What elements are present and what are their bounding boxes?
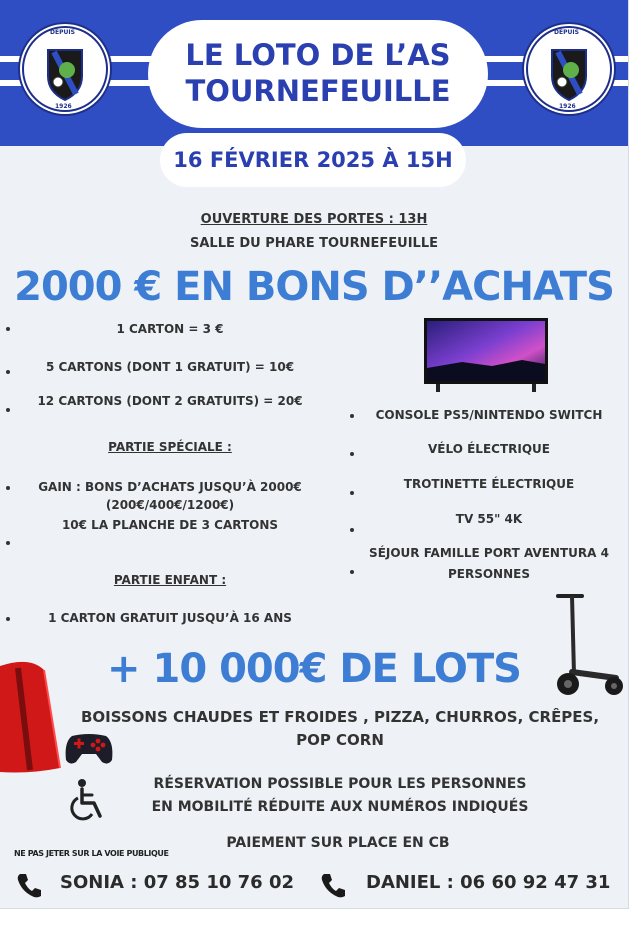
prize-console: CONSOLE PS5/NINTENDO SWITCH bbox=[375, 408, 603, 422]
tv-icon bbox=[422, 318, 550, 394]
kids-game-title: PARTIE ENFANT : bbox=[113, 573, 227, 587]
disclaimer: NE PAS JETER SUR LA VOIE PUBLIQUE bbox=[14, 849, 169, 858]
club-crest-icon bbox=[18, 22, 112, 116]
title-pill bbox=[148, 20, 488, 128]
bullet bbox=[350, 528, 354, 532]
crest-year: 1926 bbox=[55, 103, 72, 110]
price-1-carton: 1 CARTON = 3 € bbox=[116, 322, 224, 336]
bullet bbox=[6, 486, 10, 490]
console-icon bbox=[0, 656, 64, 776]
doors-opening: OUVERTURE DES PORTES : 13H bbox=[200, 212, 428, 227]
bullet bbox=[6, 370, 10, 374]
venue: SALLE DU PHARE TOURNEFEUILLE bbox=[189, 236, 438, 251]
bullet bbox=[350, 452, 354, 456]
price-5-cartons: 5 CARTONS (DONT 1 GRATUIT) = 10€ bbox=[45, 360, 295, 374]
title-line-2: TOURNEFEUILLE bbox=[185, 74, 451, 108]
crest-depuis: DEPUIS bbox=[554, 29, 579, 36]
prize-sejour-line-2: PERSONNES bbox=[447, 567, 530, 581]
prize-sejour-line-1: SÉJOUR FAMILLE PORT AVENTURA 4 bbox=[369, 546, 609, 560]
contact-daniel: DANIEL : 06 60 92 47 31 bbox=[366, 872, 611, 893]
bullet bbox=[6, 408, 10, 412]
bullet bbox=[6, 327, 10, 331]
club-crest-icon bbox=[522, 22, 616, 116]
bullet bbox=[350, 570, 354, 574]
crest-depuis: DEPUIS bbox=[50, 29, 75, 36]
title-line-1: LE LOTO DE L’AS bbox=[185, 38, 451, 72]
special-game-title: PARTIE SPÉCIALE : bbox=[108, 440, 232, 454]
bullet bbox=[350, 414, 354, 418]
header-band bbox=[0, 0, 628, 146]
price-12-cartons: 12 CARTONS (DONT 2 GRATUITS) = 20€ bbox=[37, 394, 303, 408]
bullet bbox=[6, 617, 10, 621]
phone-icon bbox=[320, 872, 346, 898]
reservation-line-1: RÉSERVATION POSSIBLE POUR LES PERSONNES bbox=[153, 776, 527, 792]
wheelchair-icon bbox=[70, 778, 106, 822]
kids-free-carton: 1 CARTON GRATUIT JUSQU’À 16 ANS bbox=[48, 611, 292, 625]
prize-velo: VÉLO ÉLECTRIQUE bbox=[428, 442, 550, 456]
phone-icon bbox=[16, 872, 42, 898]
payment-info: PAIEMENT SUR PLACE EN CB bbox=[226, 835, 450, 851]
prize-tv: TV 55" 4K bbox=[455, 512, 523, 526]
special-amounts: (200€/400€/1200€) bbox=[105, 498, 235, 512]
contact-sonia: SONIA : 07 85 10 76 02 bbox=[60, 872, 294, 893]
event-date: 16 FÉVRIER 2025 À 15H bbox=[160, 133, 466, 187]
crest-year: 1926 bbox=[559, 103, 576, 110]
bullet bbox=[6, 541, 10, 545]
special-gain: GAIN : BONS D’ACHATS JUSQU’À 2000€ bbox=[38, 480, 302, 494]
food-line-2: POP CORN bbox=[296, 731, 384, 749]
reservation-line-2: EN MOBILITÉ RÉDUITE AUX NUMÉROS INDIQUÉS bbox=[151, 799, 529, 815]
bullet bbox=[350, 491, 354, 495]
lots-headline: + 10 000€ DE LOTS bbox=[107, 646, 521, 692]
special-planche: 10€ LA PLANCHE DE 3 CARTONS bbox=[61, 518, 279, 532]
headline-bons-achats: 2000 € EN BONS D’’ACHATS bbox=[14, 264, 614, 310]
prize-trotinette: TROTINETTE ÉLECTRIQUE bbox=[403, 477, 575, 491]
food-line-1: BOISSONS CHAUDES ET FROIDES , PIZZA, CHURROS, CRÊPES, bbox=[80, 708, 600, 726]
